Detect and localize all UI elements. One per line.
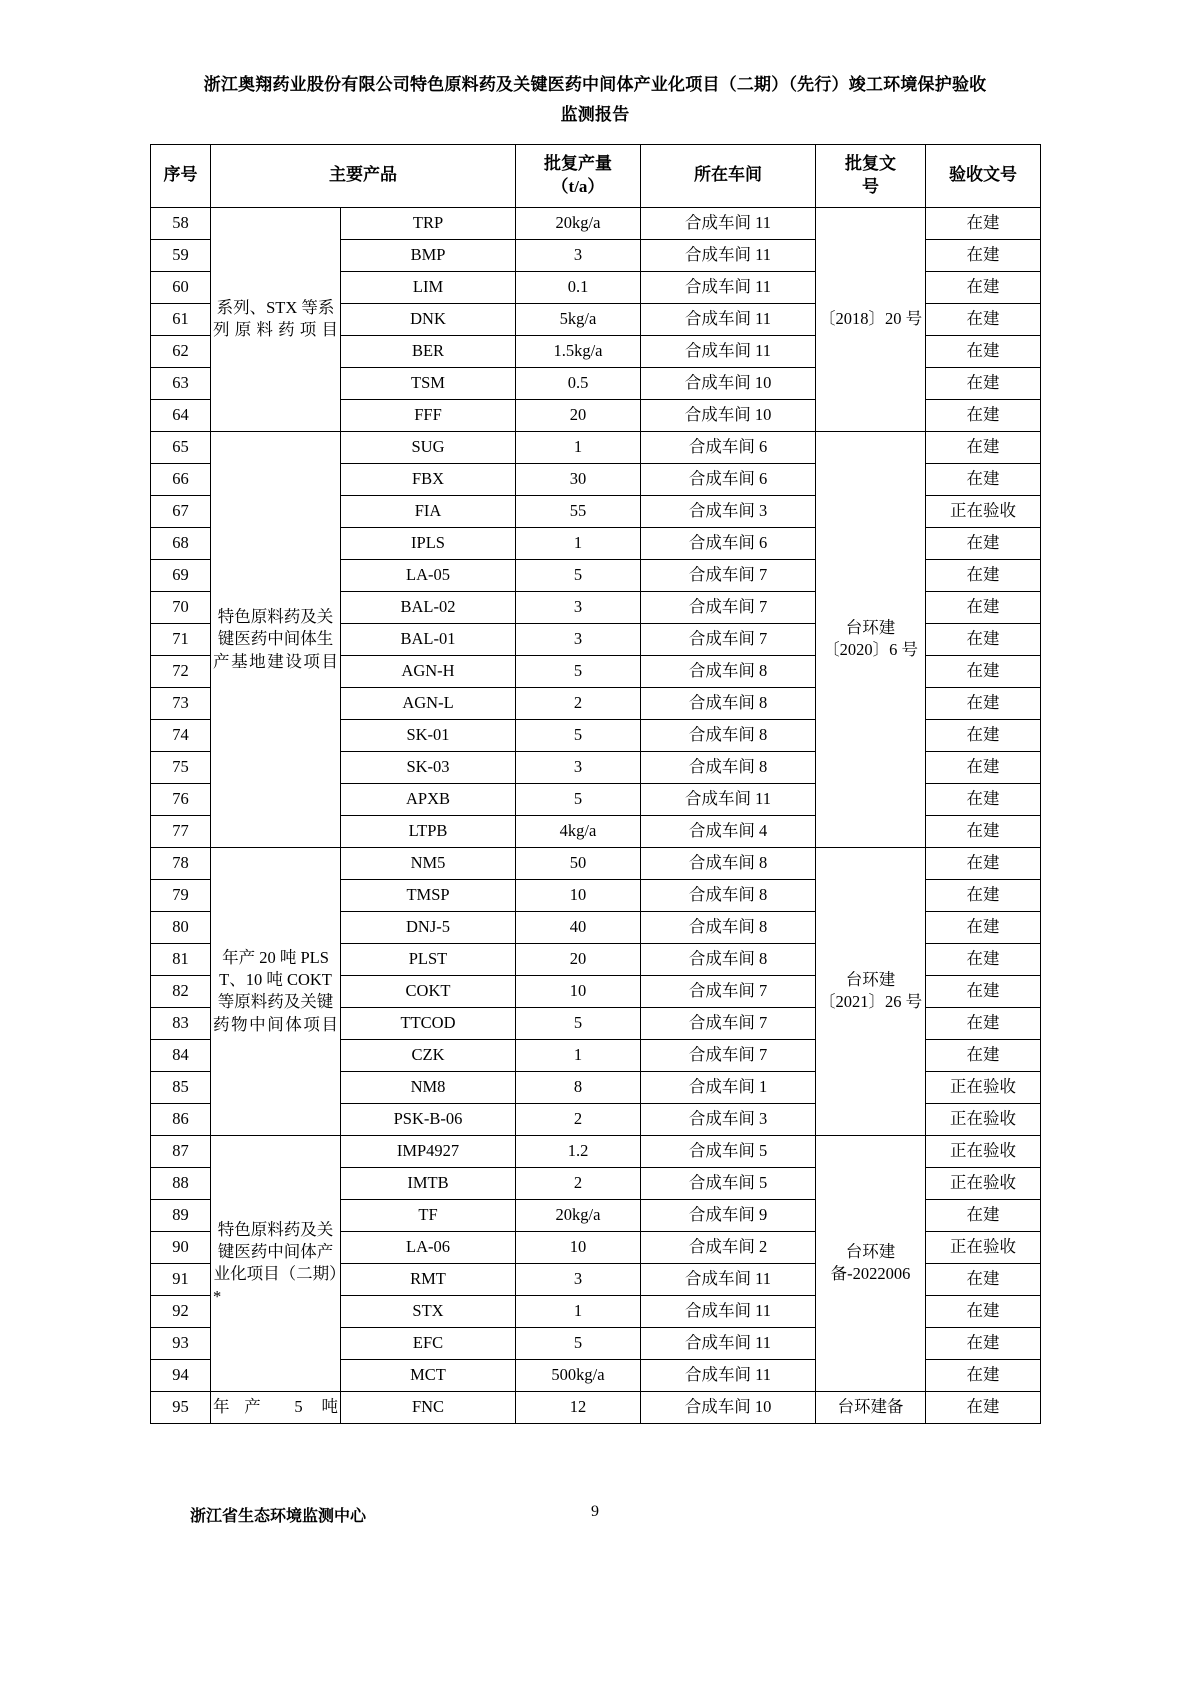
cell-no: 82 — [151, 975, 211, 1007]
cell-no: 76 — [151, 783, 211, 815]
cell-capacity: 5kg/a — [516, 303, 641, 335]
cell-capacity: 10 — [516, 879, 641, 911]
cell-approval: 台环建〔2021〕26 号 — [816, 847, 926, 1135]
cell-product: LTPB — [341, 815, 516, 847]
cell-capacity: 0.1 — [516, 271, 641, 303]
cell-shop: 合成车间 7 — [641, 591, 816, 623]
table-row — [151, 431, 1041, 463]
cell-product: DNJ-5 — [341, 911, 516, 943]
cell-product: TMSP — [341, 879, 516, 911]
cell-acceptance: 在建 — [926, 1327, 1041, 1359]
cell-shop: 合成车间 8 — [641, 719, 816, 751]
cell-acceptance: 在建 — [926, 431, 1041, 463]
cell-capacity: 5 — [516, 655, 641, 687]
table-row — [151, 1391, 1041, 1423]
col-header-approval — [816, 145, 926, 208]
cell-acceptance: 在建 — [926, 975, 1041, 1007]
cell-shop: 合成车间 10 — [641, 1391, 816, 1423]
cell-product: SK-03 — [341, 751, 516, 783]
cell-product: MCT — [341, 1359, 516, 1391]
cell-no: 60 — [151, 271, 211, 303]
cell-product: PSK-B-06 — [341, 1103, 516, 1135]
cell-shop: 合成车间 9 — [641, 1199, 816, 1231]
cell-acceptance: 正在验收 — [926, 1135, 1041, 1167]
cell-shop: 合成车间 11 — [641, 783, 816, 815]
cell-shop: 合成车间 7 — [641, 1007, 816, 1039]
cell-product: PLST — [341, 943, 516, 975]
cell-acceptance: 在建 — [926, 1039, 1041, 1071]
cell-capacity: 10 — [516, 975, 641, 1007]
cell-no: 73 — [151, 687, 211, 719]
cell-shop: 合成车间 6 — [641, 463, 816, 495]
cell-acceptance: 在建 — [926, 623, 1041, 655]
cell-acceptance: 在建 — [926, 303, 1041, 335]
cell-acceptance: 在建 — [926, 207, 1041, 239]
cell-capacity: 2 — [516, 1103, 641, 1135]
cell-shop: 合成车间 11 — [641, 1295, 816, 1327]
cell-capacity: 3 — [516, 239, 641, 271]
cell-shop: 合成车间 7 — [641, 975, 816, 1007]
cell-capacity: 5 — [516, 1007, 641, 1039]
cell-shop: 合成车间 5 — [641, 1167, 816, 1199]
cell-capacity: 50 — [516, 847, 641, 879]
cell-product: LA-05 — [341, 559, 516, 591]
footer-institute: 浙江省生态环境监测中心 — [190, 1508, 367, 1525]
cell-product: TRP — [341, 207, 516, 239]
cell-shop: 合成车间 1 — [641, 1071, 816, 1103]
cell-no: 80 — [151, 911, 211, 943]
cell-no: 95 — [151, 1391, 211, 1423]
cell-acceptance: 在建 — [926, 335, 1041, 367]
table-header-row — [151, 145, 1041, 208]
cell-acceptance: 正在验收 — [926, 1103, 1041, 1135]
cell-acceptance: 在建 — [926, 943, 1041, 975]
cell-approval: 台环建备 — [816, 1391, 926, 1423]
cell-acceptance: 在建 — [926, 399, 1041, 431]
cell-project: 特色原料药及关键医药中间体生产基地建设项目 — [211, 431, 341, 847]
cell-acceptance: 在建 — [926, 815, 1041, 847]
cell-no: 64 — [151, 399, 211, 431]
cell-product: STX — [341, 1295, 516, 1327]
cell-capacity: 0.5 — [516, 367, 641, 399]
table-body — [151, 207, 1041, 1423]
cell-shop: 合成车间 11 — [641, 335, 816, 367]
cell-shop: 合成车间 3 — [641, 495, 816, 527]
cell-shop: 合成车间 8 — [641, 847, 816, 879]
cell-capacity: 3 — [516, 751, 641, 783]
cell-no: 91 — [151, 1263, 211, 1295]
cell-product: FIA — [341, 495, 516, 527]
cell-shop: 合成车间 7 — [641, 1039, 816, 1071]
cell-capacity: 10 — [516, 1231, 641, 1263]
cell-acceptance: 在建 — [926, 1391, 1041, 1423]
cell-acceptance: 在建 — [926, 751, 1041, 783]
cell-product: APXB — [341, 783, 516, 815]
cell-product: BAL-01 — [341, 623, 516, 655]
cell-no: 63 — [151, 367, 211, 399]
cell-product: BMP — [341, 239, 516, 271]
cell-product: CZK — [341, 1039, 516, 1071]
cell-product: FNC — [341, 1391, 516, 1423]
cell-no: 84 — [151, 1039, 211, 1071]
cell-acceptance: 在建 — [926, 1263, 1041, 1295]
cell-no: 87 — [151, 1135, 211, 1167]
table-row — [151, 207, 1041, 239]
cell-acceptance: 在建 — [926, 463, 1041, 495]
cell-capacity: 2 — [516, 1167, 641, 1199]
cell-capacity: 55 — [516, 495, 641, 527]
cell-no: 88 — [151, 1167, 211, 1199]
cell-shop: 合成车间 11 — [641, 207, 816, 239]
cell-product: LA-06 — [341, 1231, 516, 1263]
col-header-capacity-line2: （t/a） — [551, 176, 605, 196]
cell-project: 年产 5 吨 — [211, 1391, 341, 1423]
cell-no: 59 — [151, 239, 211, 271]
cell-no: 72 — [151, 655, 211, 687]
cell-no: 79 — [151, 879, 211, 911]
footer-page-number: 9 — [591, 1503, 599, 1520]
col-header-acceptance: 验收文号 — [926, 145, 1041, 208]
cell-capacity: 1.2 — [516, 1135, 641, 1167]
cell-product: NM8 — [341, 1071, 516, 1103]
cell-acceptance: 正在验收 — [926, 1071, 1041, 1103]
cell-capacity: 1 — [516, 1295, 641, 1327]
cell-shop: 合成车间 6 — [641, 431, 816, 463]
cell-no: 71 — [151, 623, 211, 655]
cell-acceptance: 在建 — [926, 911, 1041, 943]
cell-capacity: 40 — [516, 911, 641, 943]
cell-capacity: 8 — [516, 1071, 641, 1103]
col-header-capacity-line1: 批复产量 — [544, 154, 612, 173]
cell-product: AGN-L — [341, 687, 516, 719]
cell-acceptance: 在建 — [926, 559, 1041, 591]
cell-shop: 合成车间 11 — [641, 303, 816, 335]
cell-shop: 合成车间 11 — [641, 1327, 816, 1359]
cell-project: 特色原料药及关键医药中间体产业化项目（二期）* — [211, 1135, 341, 1391]
cell-acceptance: 在建 — [926, 591, 1041, 623]
cell-capacity: 30 — [516, 463, 641, 495]
cell-shop: 合成车间 11 — [641, 239, 816, 271]
cell-product: RMT — [341, 1263, 516, 1295]
cell-shop: 合成车间 4 — [641, 815, 816, 847]
cell-capacity: 2 — [516, 687, 641, 719]
cell-approval: 〔2018〕20 号 — [816, 207, 926, 431]
cell-project: 年产 20 吨 PLST、10 吨 COKT 等原料药及关键药物中间体项目 — [211, 847, 341, 1135]
cell-no: 68 — [151, 527, 211, 559]
cell-product: SUG — [341, 431, 516, 463]
cell-capacity: 4kg/a — [516, 815, 641, 847]
cell-shop: 合成车间 8 — [641, 751, 816, 783]
cell-product: FFF — [341, 399, 516, 431]
cell-no: 93 — [151, 1327, 211, 1359]
cell-product: IMTB — [341, 1167, 516, 1199]
cell-acceptance: 在建 — [926, 1359, 1041, 1391]
cell-no: 74 — [151, 719, 211, 751]
col-header-product: 主要产品 — [211, 145, 516, 208]
cell-shop: 合成车间 8 — [641, 911, 816, 943]
cell-product: IPLS — [341, 527, 516, 559]
cell-shop: 合成车间 8 — [641, 687, 816, 719]
cell-acceptance: 在建 — [926, 239, 1041, 271]
cell-shop: 合成车间 5 — [641, 1135, 816, 1167]
cell-project: 系列、STX 等系列原料药项目 — [211, 207, 341, 431]
cell-shop: 合成车间 10 — [641, 399, 816, 431]
cell-acceptance: 在建 — [926, 367, 1041, 399]
cell-no: 83 — [151, 1007, 211, 1039]
cell-acceptance: 在建 — [926, 687, 1041, 719]
cell-acceptance: 在建 — [926, 655, 1041, 687]
cell-product: TF — [341, 1199, 516, 1231]
cell-shop: 合成车间 8 — [641, 879, 816, 911]
cell-acceptance: 在建 — [926, 1295, 1041, 1327]
cell-no: 75 — [151, 751, 211, 783]
col-header-no: 序号 — [151, 145, 211, 208]
cell-shop: 合成车间 7 — [641, 559, 816, 591]
cell-capacity: 20kg/a — [516, 1199, 641, 1231]
cell-product: TSM — [341, 367, 516, 399]
cell-shop: 合成车间 11 — [641, 1359, 816, 1391]
cell-capacity: 5 — [516, 719, 641, 751]
cell-capacity: 3 — [516, 1263, 641, 1295]
cell-acceptance: 在建 — [926, 847, 1041, 879]
cell-capacity: 1 — [516, 527, 641, 559]
cell-capacity: 5 — [516, 559, 641, 591]
cell-no: 58 — [151, 207, 211, 239]
cell-no: 62 — [151, 335, 211, 367]
cell-acceptance: 在建 — [926, 1199, 1041, 1231]
cell-shop: 合成车间 6 — [641, 527, 816, 559]
cell-product: EFC — [341, 1327, 516, 1359]
cell-shop: 合成车间 8 — [641, 943, 816, 975]
cell-shop: 合成车间 10 — [641, 367, 816, 399]
cell-product: DNK — [341, 303, 516, 335]
cell-product: TTCOD — [341, 1007, 516, 1039]
page-header — [150, 70, 1040, 130]
cell-no: 61 — [151, 303, 211, 335]
cell-product: BAL-02 — [341, 591, 516, 623]
cell-product: COKT — [341, 975, 516, 1007]
cell-product: FBX — [341, 463, 516, 495]
cell-capacity: 1.5kg/a — [516, 335, 641, 367]
cell-approval: 台环建〔2020〕6 号 — [816, 431, 926, 847]
cell-no: 70 — [151, 591, 211, 623]
cell-product: IMP4927 — [341, 1135, 516, 1167]
cell-acceptance: 正在验收 — [926, 1167, 1041, 1199]
table-row — [151, 1135, 1041, 1167]
col-header-approval-line1: 批复文 — [845, 154, 896, 173]
header-line-2: 监测报告 — [560, 105, 630, 124]
cell-no: 94 — [151, 1359, 211, 1391]
cell-capacity: 20kg/a — [516, 207, 641, 239]
cell-acceptance: 在建 — [926, 879, 1041, 911]
cell-no: 78 — [151, 847, 211, 879]
cell-acceptance: 在建 — [926, 527, 1041, 559]
cell-capacity: 1 — [516, 1039, 641, 1071]
cell-capacity: 3 — [516, 623, 641, 655]
cell-no: 81 — [151, 943, 211, 975]
cell-no: 90 — [151, 1231, 211, 1263]
cell-no: 69 — [151, 559, 211, 591]
cell-shop: 合成车间 7 — [641, 623, 816, 655]
cell-product: NM5 — [341, 847, 516, 879]
cell-capacity: 500kg/a — [516, 1359, 641, 1391]
cell-capacity: 3 — [516, 591, 641, 623]
cell-no: 77 — [151, 815, 211, 847]
cell-product: LIM — [341, 271, 516, 303]
cell-no: 89 — [151, 1199, 211, 1231]
table-head — [151, 145, 1041, 208]
col-header-approval-line2: 号 — [862, 176, 879, 196]
cell-product: SK-01 — [341, 719, 516, 751]
cell-capacity: 20 — [516, 943, 641, 975]
cell-product: BER — [341, 335, 516, 367]
cell-acceptance: 正在验收 — [926, 1231, 1041, 1263]
cell-no: 67 — [151, 495, 211, 527]
cell-shop: 合成车间 8 — [641, 655, 816, 687]
table-row — [151, 847, 1041, 879]
cell-acceptance: 在建 — [926, 783, 1041, 815]
cell-acceptance: 在建 — [926, 719, 1041, 751]
cell-capacity: 5 — [516, 783, 641, 815]
cell-no: 65 — [151, 431, 211, 463]
cell-capacity: 5 — [516, 1327, 641, 1359]
cell-product: AGN-H — [341, 655, 516, 687]
product-table — [150, 144, 1041, 1424]
cell-no: 92 — [151, 1295, 211, 1327]
cell-shop: 合成车间 11 — [641, 1263, 816, 1295]
header-line-1: 浙江奥翔药业股份有限公司特色原料药及关键医药中间体产业化项目（二期）（先行）竣工环境保护验收 — [203, 75, 987, 94]
cell-acceptance: 正在验收 — [926, 495, 1041, 527]
cell-shop: 合成车间 3 — [641, 1103, 816, 1135]
cell-no: 66 — [151, 463, 211, 495]
col-header-capacity — [516, 145, 641, 208]
cell-shop: 合成车间 11 — [641, 271, 816, 303]
cell-approval: 台环建备-2022006 — [816, 1135, 926, 1391]
cell-no: 85 — [151, 1071, 211, 1103]
col-header-shop: 所在车间 — [641, 145, 816, 208]
cell-no: 86 — [151, 1103, 211, 1135]
cell-shop: 合成车间 2 — [641, 1231, 816, 1263]
cell-acceptance: 在建 — [926, 1007, 1041, 1039]
cell-capacity: 12 — [516, 1391, 641, 1423]
cell-capacity: 20 — [516, 399, 641, 431]
cell-capacity: 1 — [516, 431, 641, 463]
cell-acceptance: 在建 — [926, 271, 1041, 303]
